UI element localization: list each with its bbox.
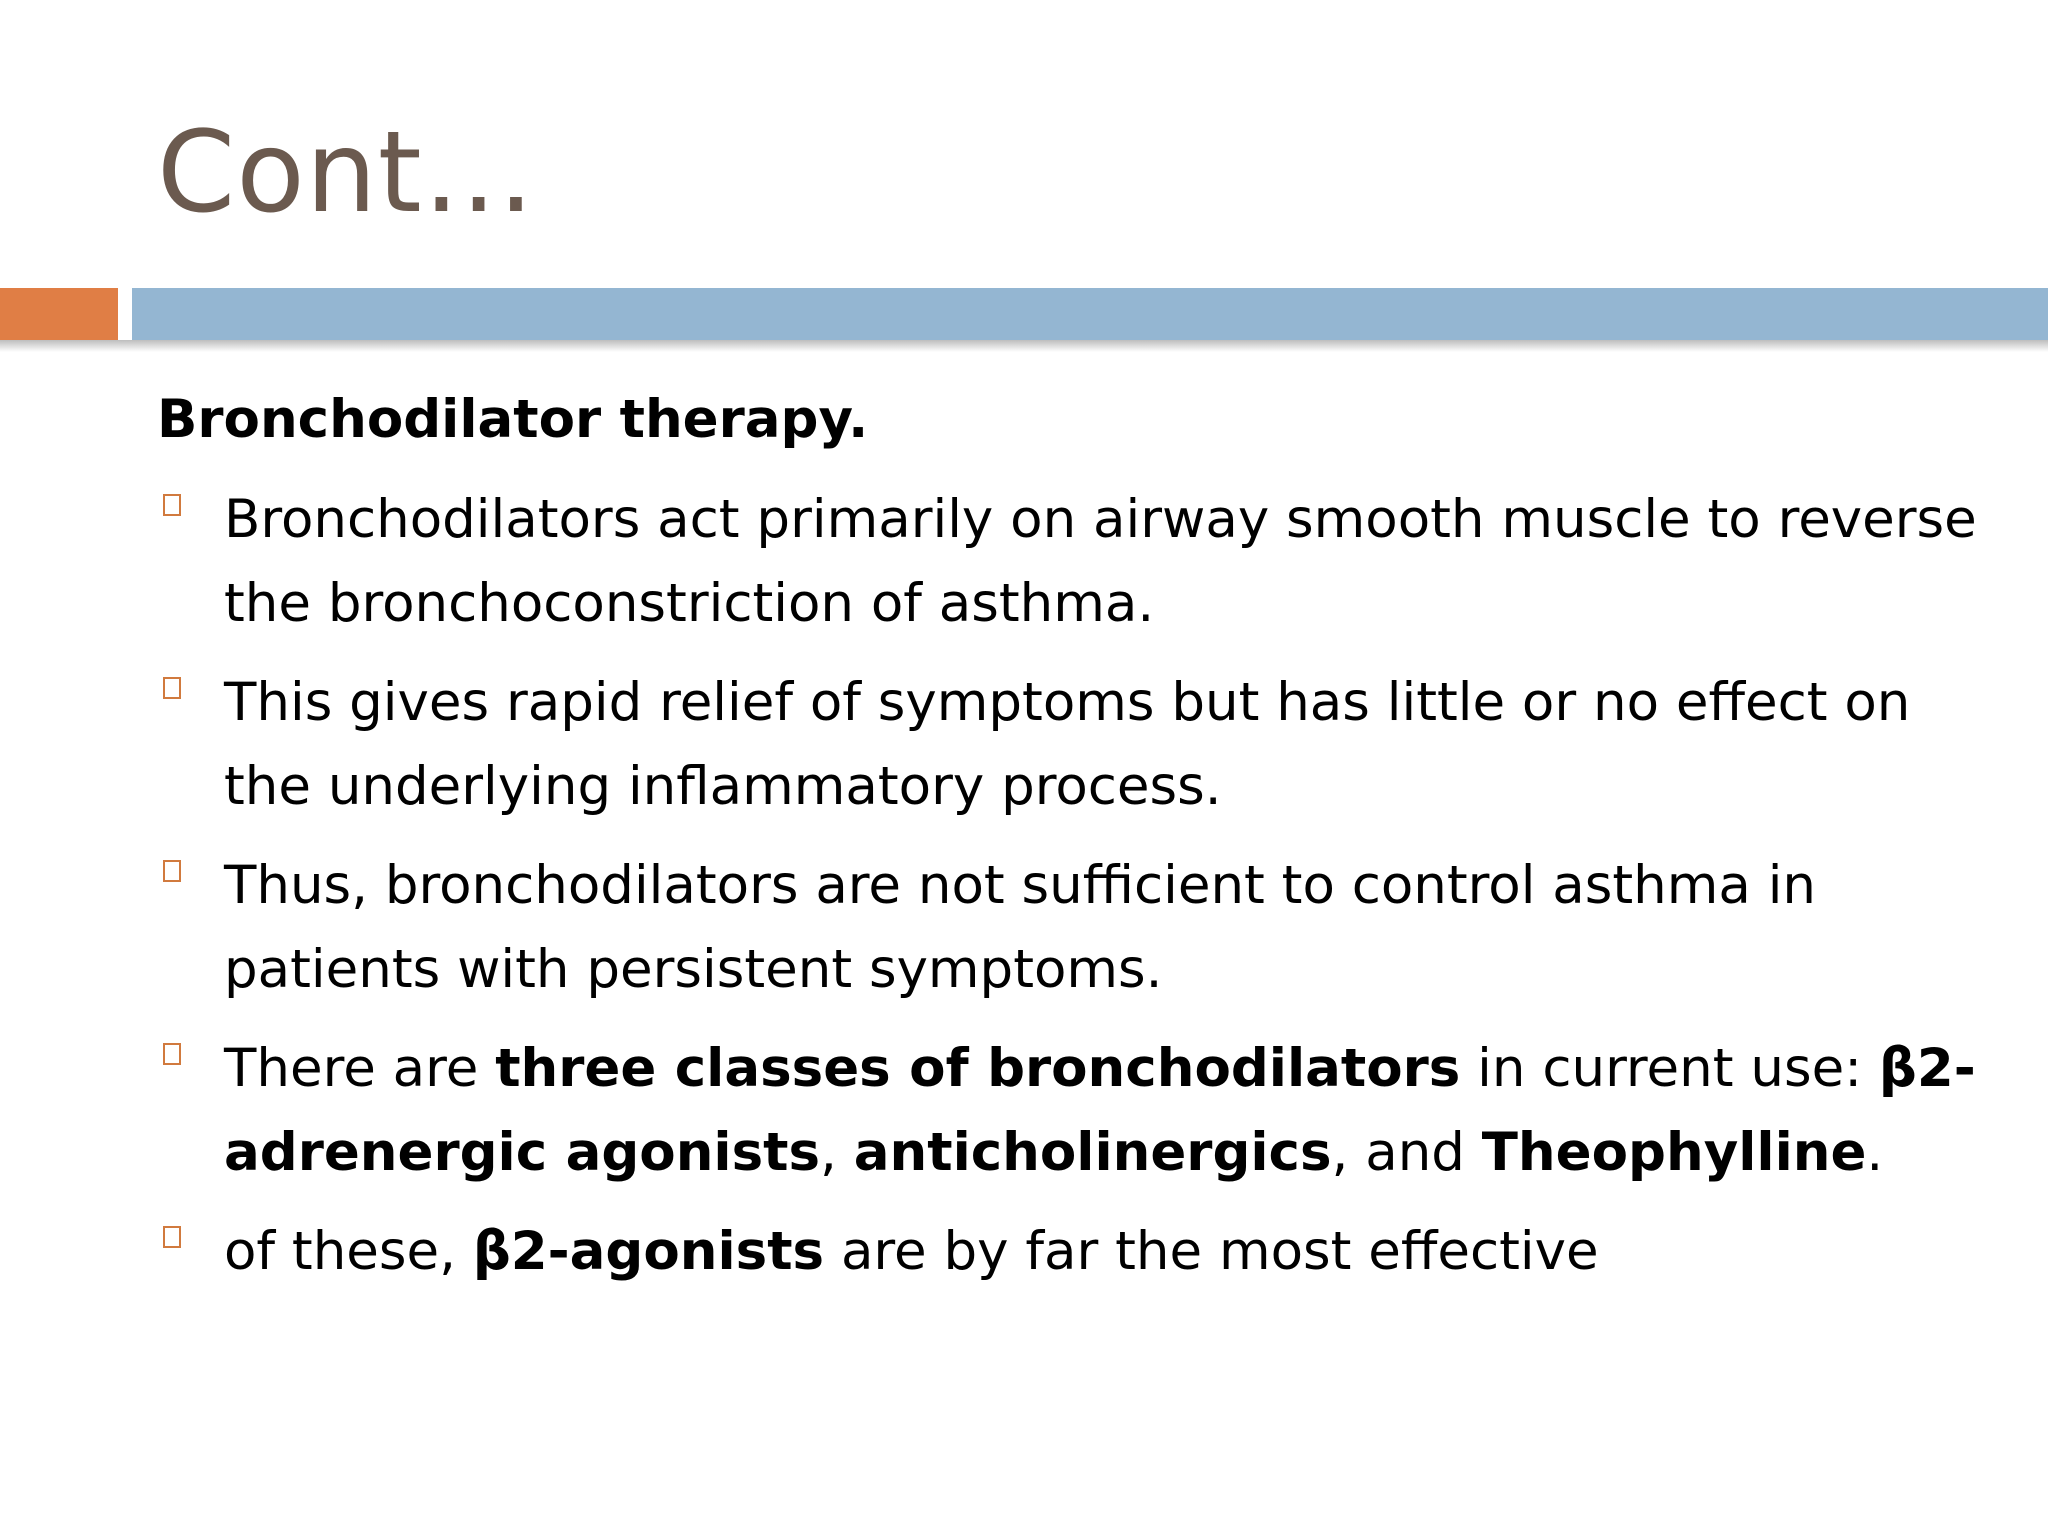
slide-title: Cont… bbox=[157, 108, 536, 238]
bullet-text-bold: anticholinergics bbox=[853, 1122, 1332, 1183]
bullet-item bbox=[157, 1027, 2007, 1195]
square-bullet-icon bbox=[163, 1226, 181, 1248]
header-bar-shadow bbox=[0, 340, 2048, 352]
bullet-text: Bronchodilators act primarily on airway smooth muscle to reverse the bronchoconstriction of asthma. bbox=[224, 489, 1977, 634]
bullet-text-plain: , and bbox=[1331, 1122, 1482, 1183]
bullet-text-plain: There are bbox=[224, 1038, 496, 1099]
bullet-text-plain: , bbox=[820, 1122, 854, 1183]
bullet-item bbox=[157, 1210, 2007, 1294]
bullet-item bbox=[157, 478, 2007, 646]
square-bullet-icon bbox=[163, 860, 181, 882]
bullet-text-bold: three classes of bronchodilators bbox=[495, 1038, 1461, 1099]
bullet-text-plain: of these, bbox=[224, 1221, 473, 1282]
bullet-text-plain: . bbox=[1866, 1122, 1884, 1183]
bullet-text: This gives rapid relief of symptoms but has little or no effect on the underlying inflammatory process. bbox=[224, 672, 1911, 817]
header-accent-orange bbox=[0, 288, 118, 340]
bullet-item bbox=[157, 844, 2007, 1012]
bullet-text: Thus, bronchodilators are not sufficient to control asthma in patients with persistent symptoms. bbox=[224, 855, 1817, 1000]
bullet-list bbox=[157, 478, 2007, 1309]
square-bullet-icon bbox=[163, 677, 181, 699]
header-accent-blue bbox=[132, 288, 2048, 340]
bullet-text-plain: in current use: bbox=[1460, 1038, 1879, 1099]
square-bullet-icon bbox=[163, 1043, 181, 1065]
bullet-text-bold: Theophylline bbox=[1481, 1122, 1867, 1183]
bullet-item bbox=[157, 661, 2007, 829]
section-heading: Bronchodilator therapy. bbox=[157, 389, 869, 450]
square-bullet-icon bbox=[163, 494, 181, 516]
bullet-text-bold: β2-agonists bbox=[472, 1221, 825, 1282]
bullet-text-bold: β2-adrenergic agonists bbox=[224, 1038, 1976, 1183]
bullet-text-plain: are by far the most effective bbox=[824, 1221, 1599, 1282]
